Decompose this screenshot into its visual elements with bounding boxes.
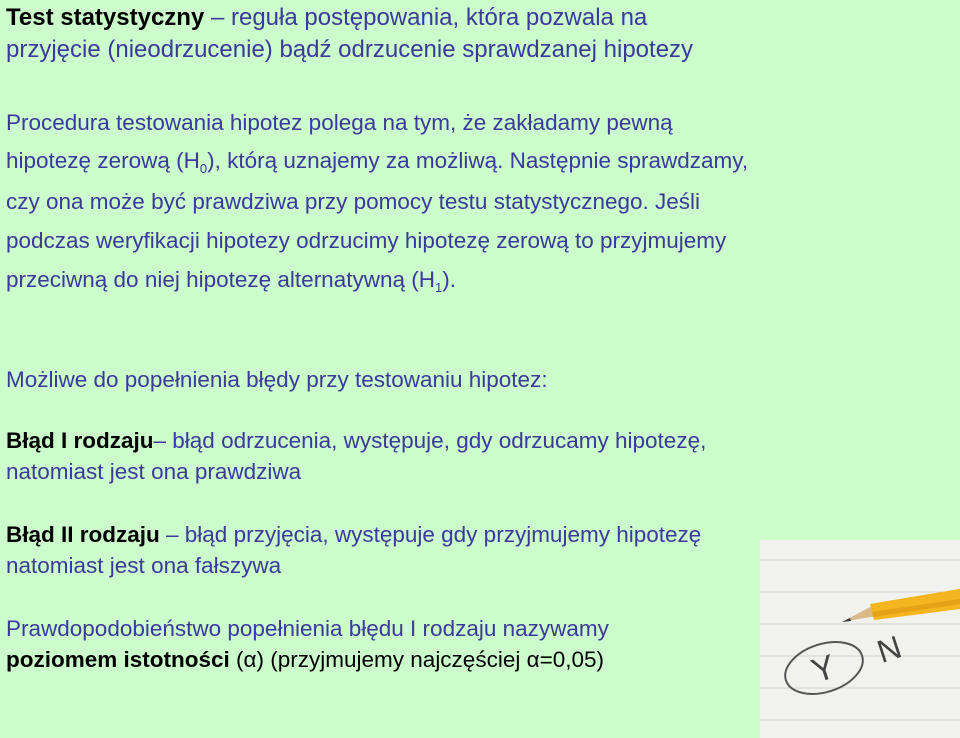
- procedure-line-4: podczas weryfikacji hipotezy odrzucimy hipotezę zerową to przyjmujemy: [6, 228, 727, 253]
- h0-subscript: 0: [199, 161, 208, 176]
- type1-line-2: natomiast jest ona prawdziwa: [6, 459, 302, 484]
- procedure-line-3: czy ona może być prawdziwa przy pomocy testu statystycznego. Jeśli: [6, 189, 701, 214]
- type2-line-1: [6, 524, 701, 547]
- h1-subscript: 1: [434, 280, 443, 295]
- procedure-line-2b: ), którą uznajemy za możliwą. Następnie sprawdzamy,: [207, 148, 749, 173]
- type2-line-2: natomiast jest ona fałszywa: [6, 553, 282, 578]
- letter-n-mark: N: [872, 628, 906, 670]
- type1-line-1: [6, 430, 706, 453]
- definition-term: Test statystyczny: [6, 4, 205, 31]
- definition-line-1: [6, 2, 693, 34]
- type2-definition: – błąd przyjęcia, występuje gdy przyjmujemy hipotezę: [159, 522, 702, 547]
- procedure-line-5a: przeciwną do niej hipotezę alternatywną (H: [6, 267, 435, 292]
- procedure-line-5: [6, 267, 456, 295]
- procedure-line-5b: ).: [442, 267, 456, 292]
- type1-term: Błąd I rodzaju: [6, 428, 154, 453]
- pencil-image-svg: [760, 540, 960, 738]
- definition-line-2: przyjęcie (nieodrzucenie) bądź odrzucenie sprawdzanej hipotezy: [6, 36, 694, 63]
- significance-definition: (α) (przyjmujemy najczęściej α=0,05): [229, 647, 605, 672]
- significance-line-1: Prawdopodobieństwo popełnienia błędu I rodzaju nazywamy: [6, 616, 609, 641]
- type2-term: Błąd II rodzaju: [6, 522, 160, 547]
- pencil-checkbox-image: [760, 540, 960, 738]
- errors-heading: Możliwe do popełnienia błędy przy testowaniu hipotez:: [6, 367, 548, 392]
- definition-line-1-text: – reguła postępowania, która pozwala na: [204, 4, 648, 31]
- procedure-line-1: Procedura testowania hipotez polega na tym, że zakładamy pewną: [6, 110, 673, 135]
- significance-term: poziomem istotności: [6, 647, 230, 672]
- definition-paragraph: [6, 2, 693, 66]
- letter-y-mark: Y: [807, 647, 841, 691]
- procedure-line-2: [6, 148, 749, 176]
- significance-line-2: [6, 649, 604, 672]
- procedure-line-2a: hipotezę zerową (H: [6, 148, 200, 173]
- type1-definition: – błąd odrzucenia, występuje, gdy odrzucamy hipotezę,: [153, 428, 707, 453]
